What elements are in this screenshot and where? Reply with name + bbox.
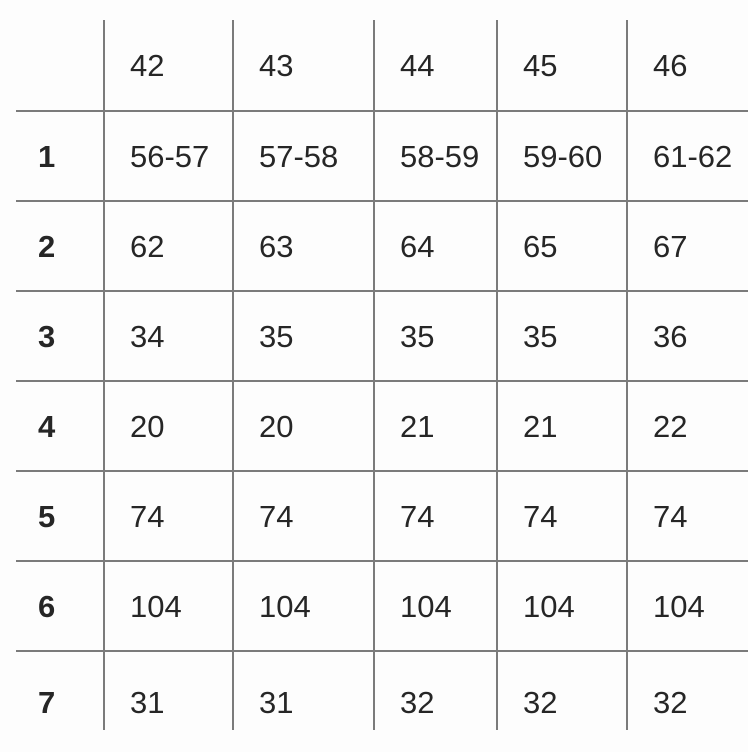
table-cell: 20: [104, 381, 233, 471]
table-row: [16, 111, 748, 201]
table-cell: 36: [627, 291, 748, 381]
table-cell: 35: [497, 291, 627, 381]
table-row: [16, 291, 748, 381]
row-label: 1: [16, 111, 104, 201]
table-cell: 22: [627, 381, 748, 471]
table-cell: 34: [104, 291, 233, 381]
row-label: 6: [16, 561, 104, 651]
row-label: 2: [16, 201, 104, 291]
table-cell: 58-59: [374, 111, 497, 201]
table-cell: 64: [374, 201, 497, 291]
column-header: 43: [233, 20, 374, 111]
table-cell: 104: [627, 561, 748, 651]
table-cell: 57-58: [233, 111, 374, 201]
table-row: [16, 471, 748, 561]
table-cell: 32: [497, 651, 627, 730]
table-cell: 56-57: [104, 111, 233, 201]
table-cell: 35: [374, 291, 497, 381]
table-cell: 59-60: [497, 111, 627, 201]
table-row: [16, 561, 748, 651]
table-cell: 104: [233, 561, 374, 651]
table-cell: 32: [374, 651, 497, 730]
column-header: 46: [627, 20, 748, 111]
table-cell: 31: [104, 651, 233, 730]
table-cell: 35: [233, 291, 374, 381]
column-header: 44: [374, 20, 497, 111]
table-cell: 20: [233, 381, 374, 471]
table-cell: 32: [627, 651, 748, 730]
table-row: [16, 201, 748, 291]
table-cell: 104: [374, 561, 497, 651]
table-cell: 74: [627, 471, 748, 561]
table-row: [16, 651, 748, 730]
table-cell: 104: [104, 561, 233, 651]
row-label: 3: [16, 291, 104, 381]
table-cell: 67: [627, 201, 748, 291]
table-cell: 21: [497, 381, 627, 471]
row-label: 7: [16, 651, 104, 730]
table-viewport: [16, 20, 748, 730]
header-row: [16, 20, 748, 111]
table-cell: 74: [497, 471, 627, 561]
corner-cell: [16, 20, 104, 111]
table-cell: 74: [374, 471, 497, 561]
table-cell: 74: [233, 471, 374, 561]
table-cell: 31: [233, 651, 374, 730]
table-cell: 62: [104, 201, 233, 291]
row-label: 4: [16, 381, 104, 471]
table-cell: 21: [374, 381, 497, 471]
column-header: 42: [104, 20, 233, 111]
table-cell: 61-62: [627, 111, 748, 201]
size-table: [16, 20, 748, 730]
table-cell: 63: [233, 201, 374, 291]
table-cell: 74: [104, 471, 233, 561]
table-cell: 104: [497, 561, 627, 651]
row-label: 5: [16, 471, 104, 561]
table-row: [16, 381, 748, 471]
column-header: 45: [497, 20, 627, 111]
table-cell: 65: [497, 201, 627, 291]
